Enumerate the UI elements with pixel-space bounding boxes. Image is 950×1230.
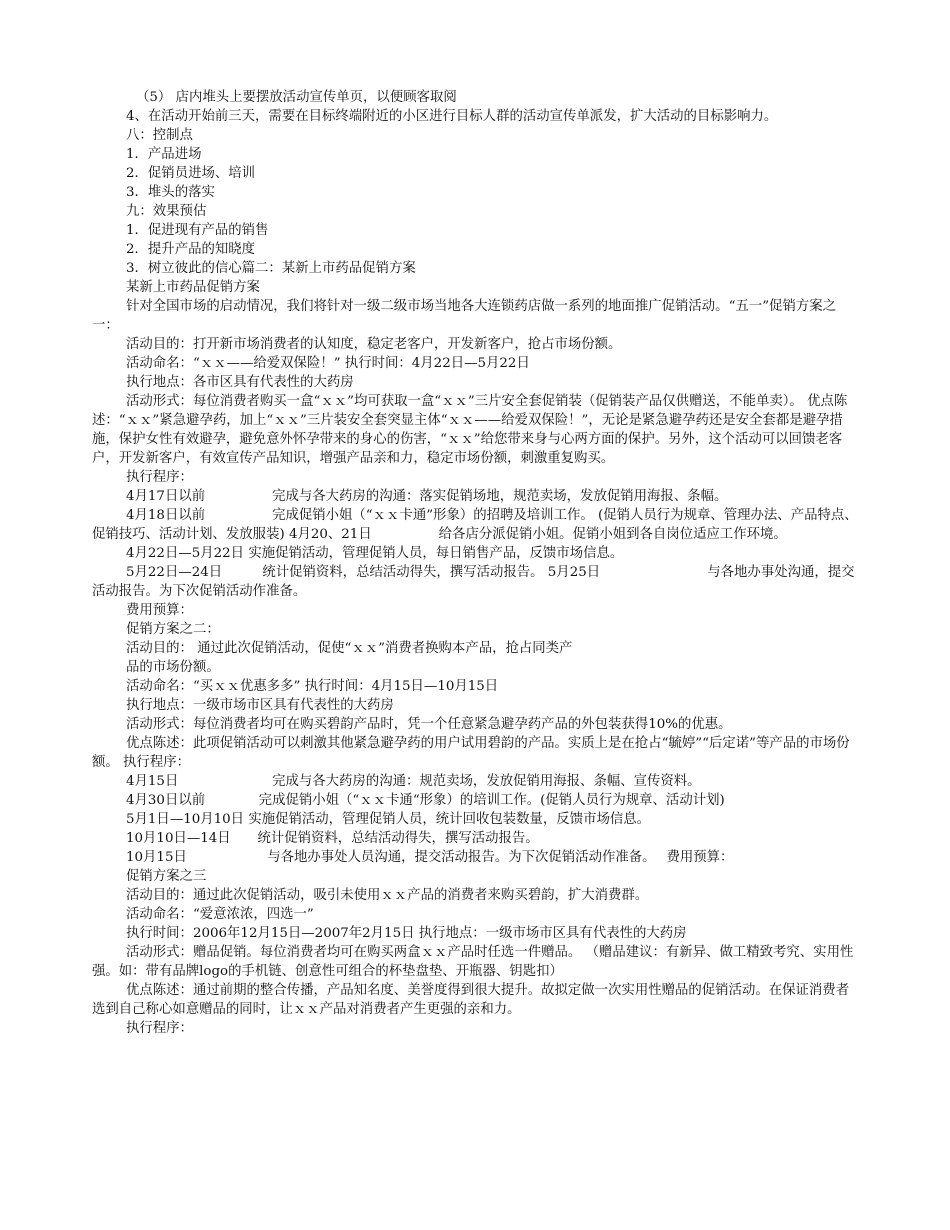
text-line: 执行时间：2006年12月15日—2007年2月15日 执行地点：一级市场市区具有代表性的大药房 [126, 926, 687, 941]
schedule-line: 10月15日 与各地办事处人员沟通，提交活动报告。为下次促销活动作准备。 费用预算： [126, 850, 734, 865]
document-title: 某新上市药品促销方案 [126, 280, 260, 295]
list-item: 1．促进现有产品的销售 [126, 223, 269, 238]
text-line: 执行地点：各市区具有代表性的大药房 [126, 375, 354, 390]
schedule-line: 4月17日以前 完成与各大药房的沟通：落实促销场地，规范卖场，发放促销用海报、条幅。 [126, 489, 728, 504]
section-heading: 促销方案之三 [126, 869, 207, 884]
text-line: 活动目的：打开新市场消费者的认知度，稳定老客户，开发新客户，抢占市场份额。 [126, 337, 622, 352]
schedule-line: 4月15日 完成与各大药房的沟通：规范卖场，发放促销用海报、条幅、宣传资料。 [126, 774, 701, 789]
text-line: 优点陈述：通过前期的整合传播，产品知名度、美誉度得到很大提升。故拟定做一次实用性赠品的促销活动。在保证消费者选到自己称心如意赠品的同时，让ｘｘ产品对消费者产生更强的亲和力。 [92, 983, 850, 1017]
text-line: （5） 店内堆头上要摆放活动宣传单页，以便顾客取阅 [136, 90, 457, 105]
text-line: 活动命名：“ｘｘ——给爱双保险！” 执行时间：4月22日—5月22日 [126, 356, 530, 371]
text-line: 品的市场份额。 [126, 660, 220, 675]
schedule-line: 4月18日以前 完成促销小姐（“ｘｘ卡通”形象）的招聘及培训工作。 (促销人员行为规章、管理办法、产品特点、促销技巧、活动计划、发放服装) 4月20、21日 给各店分派促销小姐。促销小姐到各自岗位适应工作环境。 [92, 508, 858, 542]
list-item: 1．产品进场 [126, 147, 202, 162]
text-line: 4、在活动开始前三天，需要在目标终端附近的小区进行目标人群的活动宣传单派发，扩大活动的目标影响力。 [126, 109, 778, 124]
text-line: 优点陈述：此项促销活动可以刺激其他紧急避孕药的用户试用碧韵的产品。实质上是在抢占“毓婷”“后定诺”等产品的市场份额。 执行程序： [92, 736, 850, 770]
schedule-line: 5月1日—10月10日 实施促销活动，管理促销人员，统计回收包装数量，反馈市场信息。 [126, 812, 651, 827]
section-heading: 九：效果预估 [126, 204, 207, 219]
list-item: 2．提升产品的知晓度 [126, 242, 256, 257]
list-item: 3．堆头的落实 [126, 185, 215, 200]
text-line: 活动形式：每位消费者均可在购买碧韵产品时，凭一个任意紧急避孕药产品的外包装获得10%的优惠。 [126, 717, 732, 732]
list-item: 3．树立彼此的信心篇二：某新上市药品促销方案 [126, 261, 416, 276]
schedule-line: 4月30日以前 完成促销小姐（“ｘｘ卡通“形象）的培训工作。(促销人员行为规章、活动计划) [126, 793, 725, 808]
text-line: 执行地点：一级市场市区具有代表性的大药房 [126, 698, 394, 713]
text-line: 活动命名：“爱意浓浓，四选一” [126, 907, 314, 922]
text-line: 费用预算： [126, 603, 193, 618]
text-line: 执行程序： [126, 1021, 193, 1036]
schedule-line: 4月22日—5月22日 实施促销活动，管理促销人员，每日销售产品，反馈市场信息。 [126, 546, 624, 561]
text-line: 活动目的：通过此次促销活动，吸引未使用ｘｘ产品的消费者来购买碧韵，扩大消费群。 [126, 888, 649, 903]
schedule-line: 10月10日—14日 统计促销资料，总结活动得失，撰写活动报告。 [126, 831, 539, 846]
section-heading: 促销方案之二： [126, 622, 220, 637]
text-line: 执行程序： [126, 470, 193, 485]
text-line: 活动目的： 通过此次促销活动，促使“ｘｘ”消费者换购本产品，抢占同类产 [126, 641, 573, 656]
text-line: 活动形式：每位消费者购买一盒“ｘｘ”均可获取一盒“ｘｘ”三片安全套促销装（促销装产品仅供赠送，不能单卖）。 优点陈述：“ｘｘ”紧急避孕药，加上“ｘｘ”三片装安全套突显主体“ｘｘ——给爱双保险！”，无论是紧急避孕药还是安全套都是避孕措施，保护女性有效避孕，避免意外怀孕带来的身心的伤害，“ｘｘ”给您带来身与心两方面的保护。另外，这个活动可以回馈老客户，开发新客户，有效宣传产品知识，增强产品亲和力，稳定市场份额，刺激重复购买。 [92, 394, 848, 466]
text-line: 针对全国市场的启动情况，我们将针对一级二级市场当地各大连锁药店做一系列的地面推广促销活动。“五一”促销方案之一： [92, 299, 836, 333]
schedule-line: 5月22日—24日 统计促销资料，总结活动得失，撰写活动报告。 5月25日 与各地办事处沟通，提交活动报告。为下次促销活动作准备。 [92, 565, 855, 599]
text-line: 活动命名：“买ｘｘ优惠多多” 执行时间：4月15日—10月15日 [126, 679, 499, 694]
list-item: 2．促销员进场、培训 [126, 166, 256, 181]
text-line: 活动形式：赠品促销。每位消费者均可在购买两盒ｘｘ产品时任选一件赠品。 （赠品建议：有新异、做工精致考究、实用性强。如：带有品牌logo的手机链、创意性可组合的杯垫盘垫、开瓶器、钥匙扣） [92, 945, 854, 979]
section-heading: 八：控制点 [126, 128, 193, 143]
